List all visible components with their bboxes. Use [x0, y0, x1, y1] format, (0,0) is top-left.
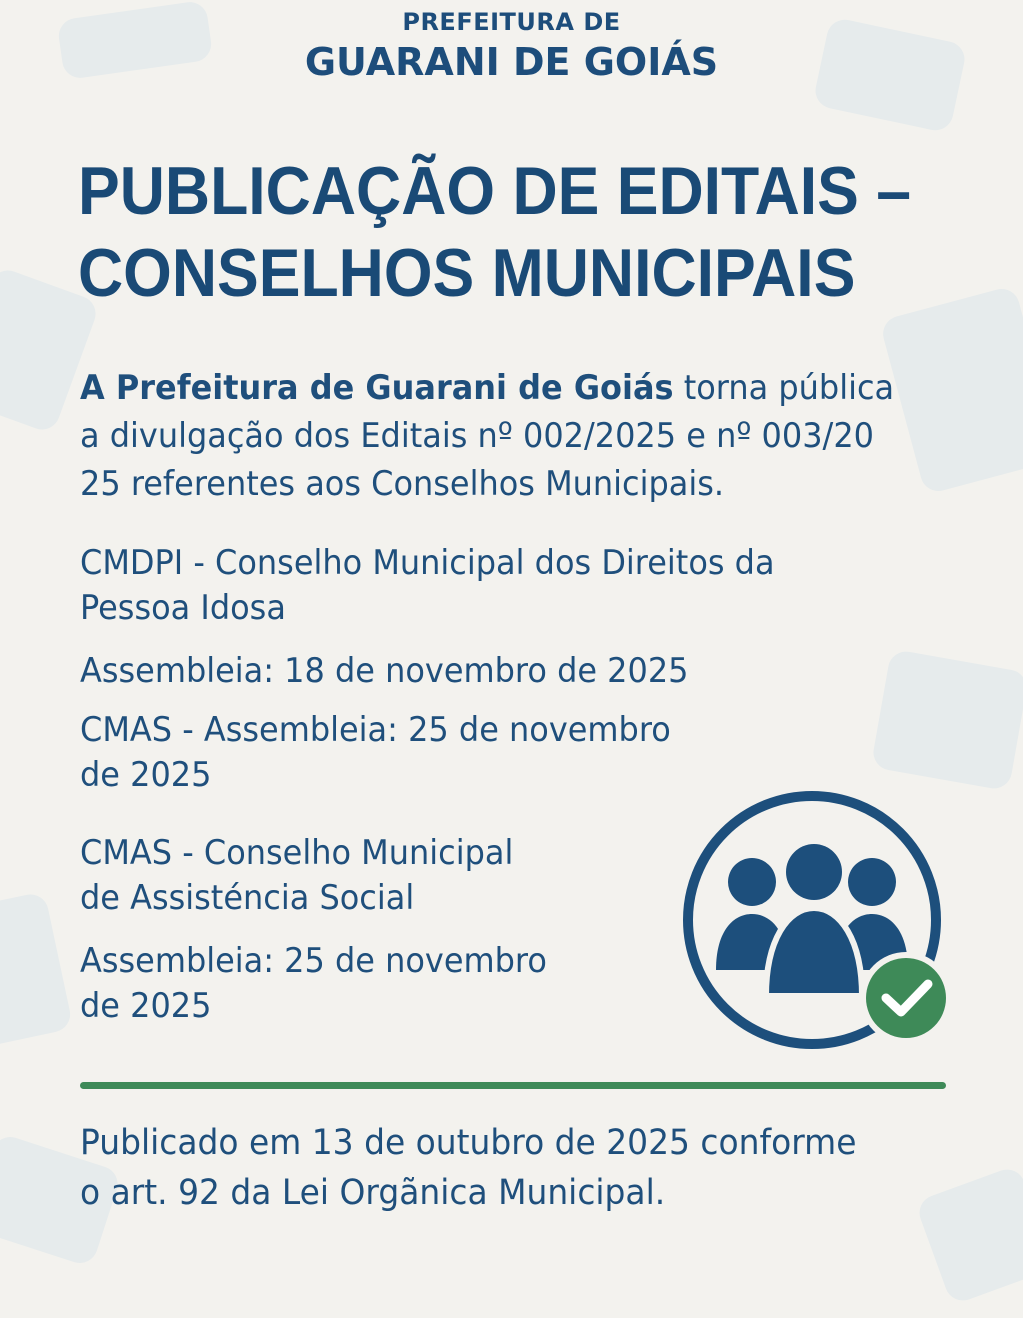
group-people-check-icon [680, 790, 954, 1050]
cmdpi-name-line: CMDPI - Conselho Municipal dos Direitos da [80, 543, 775, 583]
intro-line [80, 364, 907, 412]
org-name: GUARANI DE GOIÁS [304, 40, 719, 84]
cmdpi-name-line: Pessoa Idosa [80, 588, 286, 628]
intro-paragraph [80, 364, 907, 508]
cmas-name-line: de Assisténcia Social [80, 878, 415, 918]
cmdpi-name [80, 541, 775, 631]
title-line: PUBLICAÇÃO DE EDITAIS – [78, 153, 912, 229]
cmas-summary-line: de 2025 [80, 755, 212, 795]
cmas-assembly [80, 939, 547, 1029]
publication-note [80, 1118, 926, 1218]
cmas-assembly-summary [80, 708, 671, 798]
cmas-assembly-line: de 2025 [80, 986, 212, 1026]
intro-line: 25 referentes aos Conselhos Municipais. [80, 464, 725, 504]
cmdpi-assembly: Assembleia: 18 de novembro de 2025 [80, 651, 689, 691]
intro-line: a divulgação dos Editais nº 002/2025 e nº 003/20 [80, 416, 874, 456]
footer-line: o art. 92 da Lei Orgãnica Municipal. [80, 1173, 666, 1213]
section-divider [80, 1082, 946, 1089]
cmas-name [80, 831, 513, 921]
intro-text: torna pública [673, 368, 895, 408]
org-label: PREFEITURA DE [402, 8, 621, 36]
cmas-summary-line: CMAS - Assembleia: 25 de novembro [80, 710, 671, 750]
intro-bold: A Prefeitura de Guarani de Goiás [80, 368, 674, 408]
cmas-assembly-line: Assembleia: 25 de novembro [80, 941, 547, 981]
footer-line: Publicado em 13 de outubro de 2025 conforme [80, 1123, 857, 1163]
page-title [78, 150, 924, 314]
cmas-name-line: CMAS - Conselho Municipal [80, 833, 514, 873]
title-line: CONSELHOS MUNICIPAIS [78, 235, 856, 311]
